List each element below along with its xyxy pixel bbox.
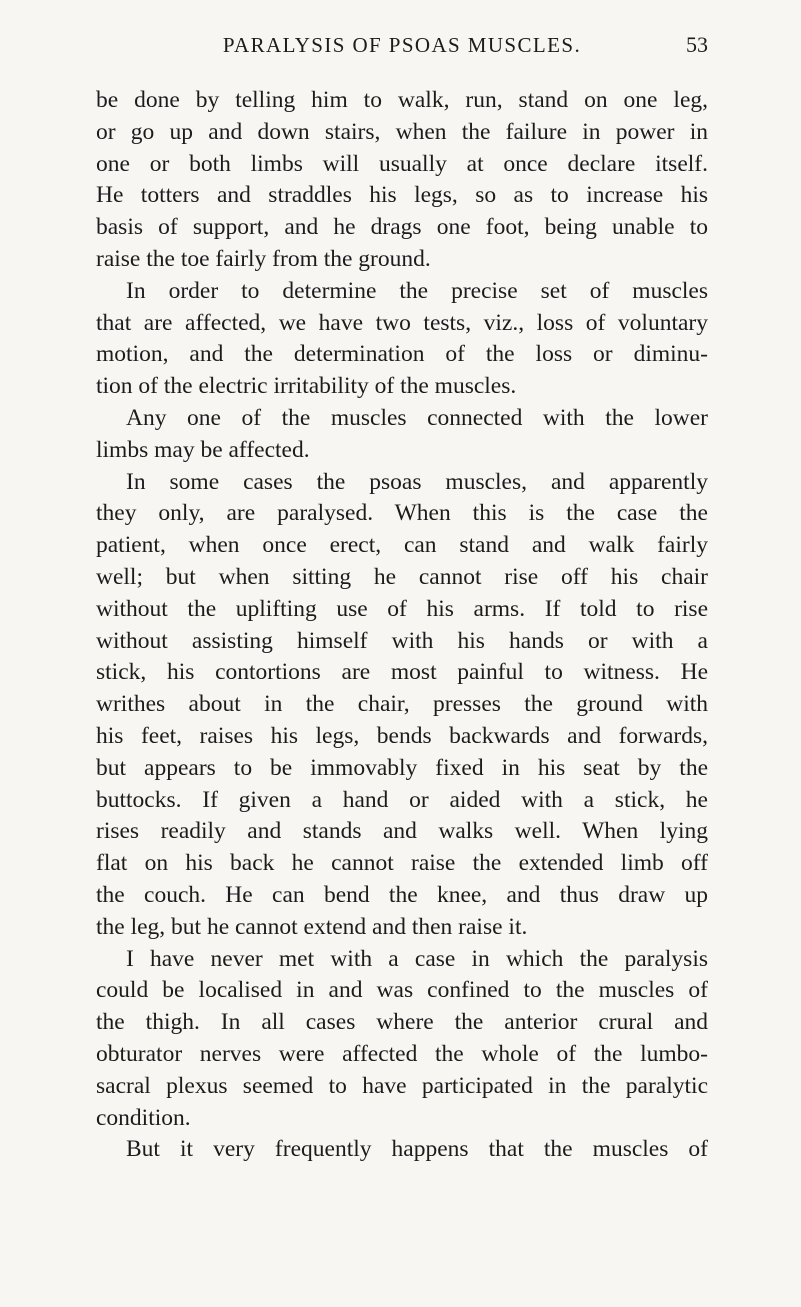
text-line: motion, and the determination of the loss or diminu- xyxy=(96,341,708,368)
text-line: could be localised in and was confined to the muscles of xyxy=(96,977,708,1004)
text-line: his feet, raises his legs, bends backwards and forwards, xyxy=(96,722,708,749)
running-title: PARALYSIS OF PSOAS MUSCLES. xyxy=(222,33,582,57)
text-line: stick, his contortions are most painful to witness. He xyxy=(96,659,708,686)
text-line: or go up and down stairs, when the failure in power in xyxy=(96,118,708,145)
text-line: patient, when once erect, can stand and walk fairly xyxy=(96,532,708,559)
text-line: without the uplifting use of his arms. If told to rise xyxy=(96,595,708,622)
text-line: the couch. He can bend the knee, and thus draw up xyxy=(96,881,708,908)
body-text xyxy=(96,85,708,1166)
text-line: one or both limbs will usually at once declare itself. xyxy=(96,150,708,177)
text-line: flat on his back he cannot raise the extended limb off xyxy=(96,850,708,877)
text-line: limbs may be affected. xyxy=(96,436,310,463)
text-line: rises readily and stands and walks well. When lying xyxy=(96,818,708,845)
text-line: basis of support, and he drags one foot, being unable to xyxy=(96,214,708,241)
text-line: the leg, but he cannot extend and then raise it. xyxy=(96,913,528,940)
text-line: condition. xyxy=(96,1104,191,1131)
text-line: I have never met with a case in which the paralysis xyxy=(126,945,708,972)
text-line: buttocks. If given a hand or aided with a stick, he xyxy=(96,786,708,813)
text-line: He totters and straddles his legs, so as to increase his xyxy=(96,182,708,209)
text-line: that are affected, we have two tests, viz., loss of voluntary xyxy=(96,309,708,336)
text-line: be done by telling him to walk, run, stand on one leg, xyxy=(96,87,708,113)
page-number: 53 xyxy=(686,32,708,57)
text-line: without assisting himself with his hands or with a xyxy=(96,627,708,654)
text-line: writhes about in the chair, presses the ground with xyxy=(96,691,708,718)
text-line: they only, are paralysed. When this is the case the xyxy=(96,500,708,527)
running-head xyxy=(96,30,708,60)
text-line: the thigh. In all cases where the anterior crural and xyxy=(96,1009,708,1036)
text-line: obturator nerves were affected the whole of the lumbo- xyxy=(96,1040,708,1067)
text-line: sacral plexus seemed to have participated in the paralytic xyxy=(96,1072,708,1099)
text-line: In order to determine the precise set of muscles xyxy=(126,277,708,304)
text-line: In some cases the psoas muscles, and apparently xyxy=(126,468,708,495)
text-line: But it very frequently happens that the muscles of xyxy=(126,1136,708,1163)
text-line: tion of the electric irritability of the muscles. xyxy=(96,373,517,400)
text-line: but appears to be immovably fixed in his seat by the xyxy=(96,754,708,781)
text-line: Any one of the muscles connected with the lower xyxy=(126,404,708,431)
text-line: well; but when sitting he cannot rise off his chair xyxy=(96,563,708,590)
text-line: raise the toe fairly from the ground. xyxy=(96,245,431,272)
